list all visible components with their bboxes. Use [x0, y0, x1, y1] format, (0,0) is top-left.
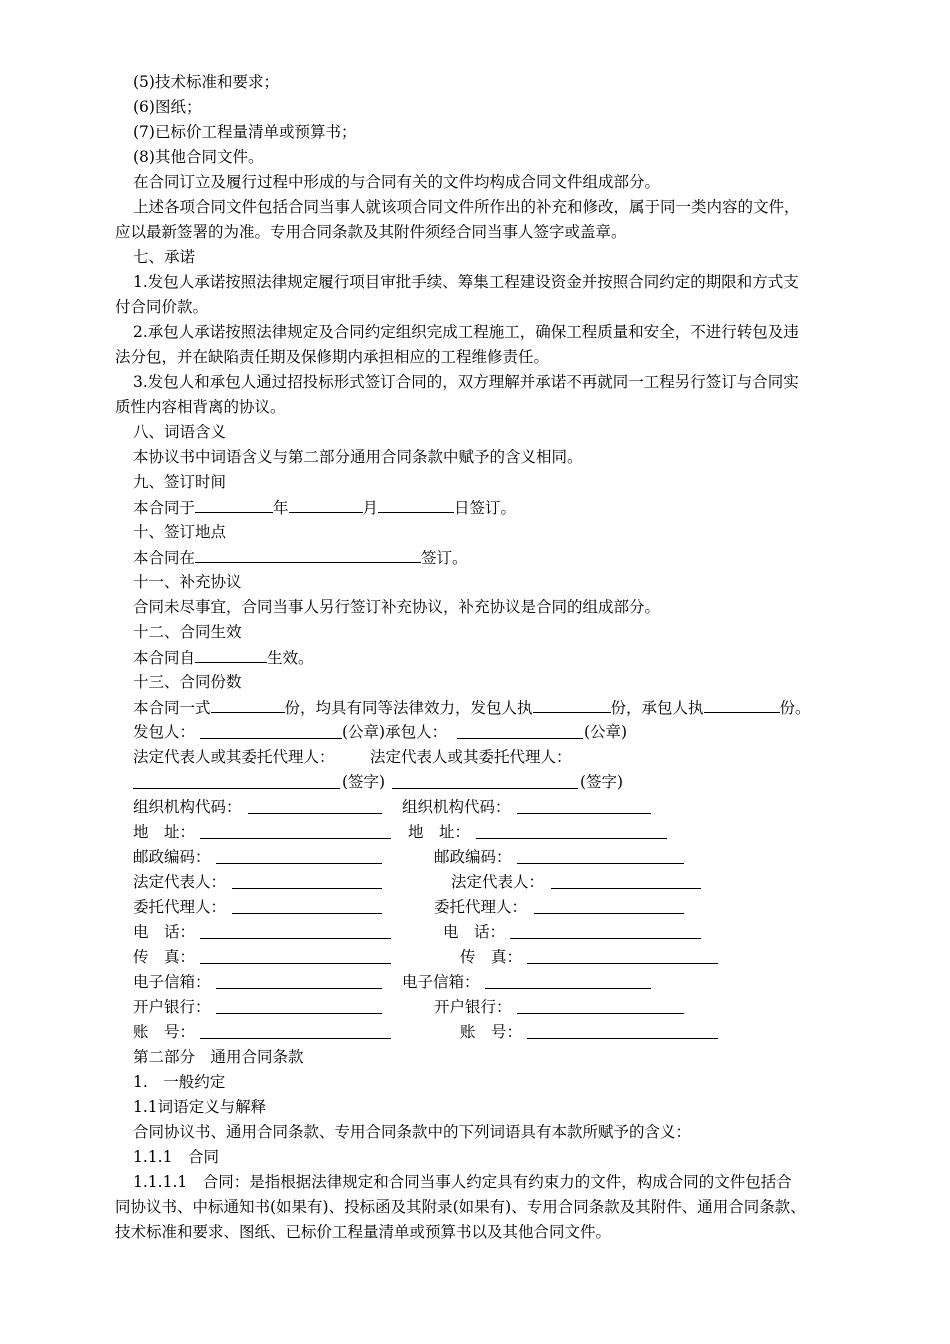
contractor-legal-rep-label: 法定代表人： — [451, 873, 545, 891]
clause-1-1-1-1-line3: 技术标准和要求、图纸、已标价工程量清单或预算书以及其他合同文件。 — [115, 1223, 612, 1241]
clause-1-1-1-1-line1: 1.1.1.1 合同：是指根据法律规定和合同当事人约定具有约束力的文件，构成合同的文件包括合 — [133, 1173, 792, 1191]
copies-total-blank — [211, 697, 285, 713]
contractor-postcode-blank — [517, 847, 684, 864]
effective-prefix: 本合同自 — [133, 649, 196, 667]
paragraph-contract-documents: 在合同订立及履行过程中形成的与合同有关的文件均构成合同文件组成部分。 — [133, 173, 661, 191]
signing-place-prefix: 本合同在 — [133, 549, 196, 567]
section-10-heading: 十、签订地点 — [133, 523, 227, 541]
employer-phone-label: 电 话： — [133, 923, 196, 941]
contractor-address-blank — [476, 822, 667, 839]
list-item-6: (6)图纸； — [133, 98, 202, 116]
section-11-heading: 十一、补充协议 — [133, 573, 242, 591]
contractor-phone-blank — [510, 922, 701, 939]
copies-prefix: 本合同一式 — [133, 699, 211, 717]
clause-1-1-1-1-line2: 同协议书、中标通知书(如果有)、投标函及其附录(如果有)、专用合同条款及其附件、通用合同条款、 — [115, 1198, 806, 1216]
employer-account-label: 账 号： — [133, 1023, 196, 1041]
contractor-rep-label: 法定代表人或其委托代理人： — [370, 748, 572, 766]
day-blank — [378, 497, 454, 513]
contractor-email-label: 电子信箱： — [402, 973, 480, 991]
clause-1-heading: 1. 一般约定 — [133, 1073, 226, 1091]
contractor-org-code-blank — [517, 797, 651, 814]
copies-contractor-blank — [704, 697, 780, 713]
employer-agent-label: 委托代理人： — [133, 898, 227, 916]
contractor-org-code-label: 组织机构代码： — [402, 798, 511, 816]
section-13-heading: 十三、合同份数 — [133, 673, 242, 691]
employer-bank-label: 开户银行： — [133, 998, 211, 1016]
contractor-email-blank — [485, 972, 651, 989]
contractor-account-blank — [527, 1022, 718, 1039]
contractor-agent-blank — [534, 897, 684, 914]
employer-legal-rep-label: 法定代表人： — [133, 873, 227, 891]
employer-seal-contractor-label: (公章)承包人： — [342, 723, 448, 741]
signing-date-line — [133, 497, 516, 518]
contractor-account-label: 账 号： — [460, 1023, 523, 1041]
contractor-postcode-label: 邮政编码： — [434, 848, 512, 866]
section-9-heading: 九、签订时间 — [133, 473, 227, 491]
section-7-heading: 七、承诺 — [133, 248, 196, 266]
employer-email-blank — [216, 972, 382, 989]
employer-sign-label: (签字) — [342, 773, 386, 791]
contractor-seal-label: (公章) — [584, 723, 628, 741]
contractor-bank-blank — [517, 997, 684, 1014]
employer-bank-blank — [216, 997, 382, 1014]
commitment-2-line1: 2.承包人承诺按照法律规定及合同约定组织完成工程施工，确保工程质量和安全，不进行转包及违 — [133, 323, 799, 341]
employer-address-blank — [200, 822, 391, 839]
list-item-8: (8)其他合同文件。 — [133, 148, 264, 166]
employer-address-label: 地 址： — [133, 823, 196, 841]
signing-place-line — [133, 547, 468, 568]
employer-account-blank — [200, 1022, 391, 1039]
contractor-phone-label: 电 话： — [443, 923, 506, 941]
place-blank — [195, 547, 421, 563]
employer-sign-blank — [133, 772, 340, 789]
contractor-agent-label: 委托代理人： — [434, 898, 528, 916]
employer-fax-label: 传 真： — [133, 948, 196, 966]
effective-line — [133, 647, 314, 668]
copies-employer-text: 份，均具有同等法律效力，发包人执 — [284, 699, 533, 717]
effective-blank — [195, 647, 267, 663]
employer-agent-blank — [232, 897, 382, 914]
clause-1-1-intro: 合同协议书、通用合同条款、专用合同条款中的下列词语具有本款所赋予的含义： — [133, 1123, 692, 1141]
employer-postcode-blank — [216, 847, 382, 864]
contractor-bank-label: 开户银行： — [434, 998, 512, 1016]
part-2-title: 第二部分 通用合同条款 — [133, 1048, 304, 1066]
year-blank — [195, 497, 273, 513]
paragraph-supplement-line2: 应以最新签署的为准。专用合同条款及其附件须经合同当事人签字或盖章。 — [115, 223, 627, 241]
commitment-1-line2: 付合同价款。 — [115, 298, 209, 316]
list-item-7: (7)已标价工程量清单或预算书； — [133, 123, 357, 141]
commitment-3-line2: 质性内容相背离的协议。 — [115, 398, 286, 416]
section-12-heading: 十二、合同生效 — [133, 623, 242, 641]
contractor-fax-label: 传 真： — [460, 948, 523, 966]
signing-date-prefix: 本合同于 — [133, 499, 196, 517]
clause-1-1-1-heading: 1.1.1 合同 — [133, 1148, 219, 1166]
section-8-heading: 八、词语含义 — [133, 423, 227, 441]
copies-suffix: 份。 — [779, 699, 811, 717]
list-item-5: (5)技术标准和要求； — [133, 73, 279, 91]
employer-fax-blank — [200, 947, 391, 964]
employer-legal-rep-blank — [232, 872, 382, 889]
contractor-fax-blank — [527, 947, 718, 964]
commitment-3-line1: 3.发包人和承包人通过招投标形式签订合同的，双方理解并承诺不再就同一工程另行签订与合同实 — [133, 373, 799, 391]
commitment-1-line1: 1.发包人承诺按照法律规定履行项目审批手续、筹集工程建设资金并按照合同约定的期限和方式支 — [133, 273, 799, 291]
employer-org-code-blank — [248, 797, 382, 814]
employer-phone-blank — [200, 922, 391, 939]
contractor-sign-label: (签字) — [580, 773, 624, 791]
contractor-blank — [457, 722, 583, 739]
employer-rep-label: 法定代表人或其委托代理人： — [133, 748, 335, 766]
contractor-legal-rep-blank — [551, 872, 701, 889]
day-label: 日签订。 — [454, 499, 517, 517]
month-label: 月 — [362, 499, 379, 517]
employer-label: 发包人： — [133, 723, 196, 741]
section-11-body: 合同未尽事宜，合同当事人另行签订补充协议，补充协议是合同的组成部分。 — [133, 598, 661, 616]
employer-blank — [200, 722, 342, 739]
commitment-2-line2: 法分包，并在缺陷责任期及保修期内承担相应的工程维修责任。 — [115, 348, 550, 366]
contractor-address-label: 地 址： — [408, 823, 471, 841]
effective-suffix: 生效。 — [267, 649, 314, 667]
paragraph-supplement-line1: 上述各项合同文件包括合同当事人就该项合同文件所作出的补充和修改，属于同一类内容的文件， — [133, 198, 800, 216]
employer-org-code-label: 组织机构代码： — [133, 798, 242, 816]
clause-1-1-heading: 1.1词语定义与解释 — [133, 1098, 267, 1116]
employer-postcode-label: 邮政编码： — [133, 848, 211, 866]
copies-contractor-text: 份，承包人执 — [610, 699, 704, 717]
month-blank — [289, 497, 363, 513]
year-label: 年 — [273, 499, 289, 517]
contractor-sign-blank — [392, 772, 578, 789]
signing-place-suffix: 签订。 — [421, 549, 468, 567]
employer-email-label: 电子信箱： — [133, 973, 211, 991]
copies-employer-blank — [533, 697, 611, 713]
copies-line — [133, 697, 811, 718]
section-8-body: 本协议书中词语含义与第二部分通用合同条款中赋予的含义相同。 — [133, 448, 583, 466]
